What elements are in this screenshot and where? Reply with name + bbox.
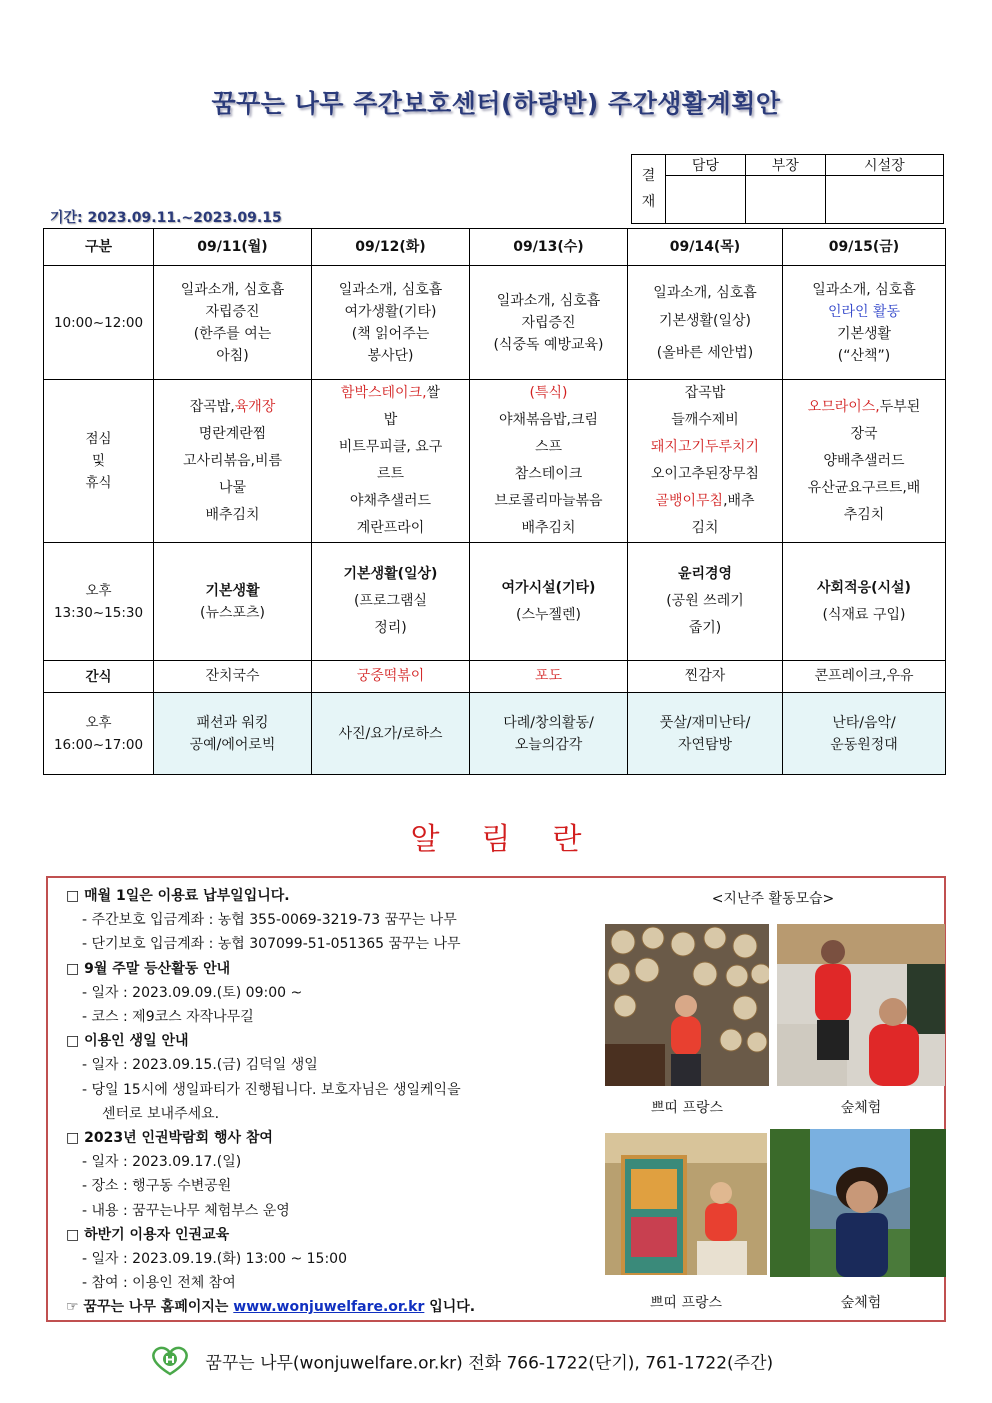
cell-line: 배추김치 bbox=[521, 520, 576, 536]
cell-line: 일과소개, 심호흡 bbox=[180, 281, 285, 298]
notice-box bbox=[46, 876, 946, 1322]
approval-col-manager: 담당 bbox=[666, 155, 746, 176]
cell-line: 오이고추된장무침 bbox=[650, 466, 760, 482]
cell-line: 사회적응(시설) bbox=[817, 579, 911, 596]
cell-line: 계란프라이 bbox=[356, 520, 425, 536]
afternoon2-label-line: 오후 bbox=[85, 714, 112, 731]
snack-row bbox=[44, 661, 946, 693]
afternoon2-wed bbox=[470, 693, 628, 775]
lunch-fri bbox=[783, 380, 946, 543]
cell-line: 고사리볶음,비름 bbox=[182, 452, 283, 469]
cell-line: 기본생활 bbox=[205, 582, 260, 599]
lunch-tue bbox=[312, 380, 470, 543]
approval-label-2: 재 bbox=[641, 194, 656, 210]
notice-line: - 단기보호 입금계좌 : 농협 307099-51-051365 꿈꾸는 나무 bbox=[82, 936, 461, 953]
approval-col-head: 부장 bbox=[745, 155, 825, 176]
cell-line: 나물 bbox=[218, 479, 247, 496]
cell-line: 유산균요구르트,배 bbox=[807, 479, 921, 496]
cell-line: 골뱅이무침,배추 bbox=[655, 493, 755, 509]
cell-line: 정리) bbox=[374, 620, 407, 636]
approval-label-1: 결 bbox=[641, 168, 656, 184]
cell-line: (올바른 세안법) bbox=[656, 344, 754, 361]
cell-line: 일과소개, 심호흡 bbox=[653, 284, 757, 301]
morning-mon bbox=[154, 266, 312, 380]
cell-line: 사진/요가/로하스 bbox=[338, 725, 443, 742]
cell-line: 다례/창의활동/ bbox=[503, 714, 594, 731]
cell-line: 인라인 활동 bbox=[827, 303, 901, 320]
cell-line: 윤리경영 bbox=[677, 566, 733, 582]
approval-sign-director bbox=[825, 176, 943, 224]
cell-line: 밥 bbox=[383, 412, 398, 428]
cell-line: 기본생활 bbox=[836, 325, 892, 342]
morning-label: 10:00~12:00 bbox=[44, 266, 154, 380]
notice-line: - 코스 : 제9코스 자작나무길 bbox=[82, 1009, 254, 1026]
cell-line: 기본생활(일상) bbox=[343, 566, 438, 582]
approval-label bbox=[632, 155, 666, 224]
cell-line: 패션과 워킹 bbox=[196, 714, 269, 731]
cell-line: (식재료 구입) bbox=[822, 606, 906, 623]
lunch-label bbox=[44, 380, 154, 543]
afternoon2-mon bbox=[154, 693, 312, 775]
photo-petite-france-1 bbox=[605, 924, 769, 1086]
photo-petite-france-2 bbox=[605, 1133, 767, 1275]
notice-heading: □ 매월 1일은 이용료 납부일입니다. bbox=[66, 888, 290, 904]
approval-col-director: 시설장 bbox=[825, 155, 943, 176]
cell-line: 운동원정대 bbox=[830, 736, 898, 753]
cell-line: 봉사단) bbox=[367, 347, 414, 364]
cell-line: 비트무피클, 요구 bbox=[338, 439, 443, 455]
cell-line: 일과소개, 심호흡 bbox=[812, 281, 916, 298]
cell-line: 돼지고기두루치기 bbox=[650, 439, 760, 455]
gallery-title: <지난주 활동모습> bbox=[711, 891, 835, 907]
cell-line: (스누젤렌) bbox=[515, 606, 582, 623]
notice-heading: □ 9월 주말 등산활동 안내 bbox=[66, 960, 231, 977]
snack-fri: 콘프레이크,우유 bbox=[783, 661, 946, 693]
header-mon: 09/11(월) bbox=[154, 229, 312, 266]
approval-sign-manager bbox=[666, 176, 746, 224]
notice-list bbox=[66, 884, 586, 1320]
afternoon2-row bbox=[44, 693, 946, 775]
cell-line: (책 읽어주는 bbox=[351, 325, 430, 342]
morning-wed bbox=[470, 266, 628, 380]
notice-line: - 당일 15시에 생일파티가 진행됩니다. 보호자님은 생일케익을 bbox=[82, 1081, 461, 1098]
afternoon1-label-line: 오후 bbox=[85, 582, 112, 599]
cell-line: 야채추샐러드 bbox=[349, 493, 432, 509]
lunch-wed bbox=[470, 380, 628, 543]
homepage-suffix: 입니다. bbox=[429, 1299, 476, 1316]
cell-line: 공예/에어로빅 bbox=[189, 736, 276, 753]
snack-thu: 찐감자 bbox=[628, 661, 783, 693]
cell-line: 일과소개, 심호흡 bbox=[496, 292, 601, 309]
cell-line: 함박스테이크,쌀 bbox=[340, 385, 441, 401]
cell-line: 장국 bbox=[850, 425, 878, 442]
snack-tue: 궁중떡볶이 bbox=[312, 661, 470, 693]
period: 기간: 2023.09.11.~2023.09.15 bbox=[50, 210, 282, 226]
cell-line: (“산책”) bbox=[837, 347, 891, 364]
afternoon2-tue bbox=[312, 693, 470, 775]
afternoon1-thu bbox=[628, 543, 783, 661]
footer bbox=[150, 1346, 773, 1381]
photo-forest-1 bbox=[777, 924, 945, 1086]
snack-label: 간식 bbox=[44, 661, 154, 693]
cell-line: 잡곡밥,육개장 bbox=[189, 398, 276, 415]
cell-line: 양배추샐러드 bbox=[823, 452, 905, 469]
morning-fri bbox=[783, 266, 946, 380]
cell-line: 브로콜리마늘볶음 bbox=[494, 493, 603, 509]
cell-line: 배추김치 bbox=[205, 506, 260, 523]
homepage-prefix: ☞ 꿈꾸는 나무 홈페이지는 bbox=[66, 1299, 229, 1316]
header-wed: 09/13(수) bbox=[470, 229, 628, 266]
footer-text: 꿈꾸는 나무(wonjuwelfare.or.kr) 전화 766-1722(단기), 761-1722(주간) bbox=[205, 1353, 774, 1374]
header-thu: 09/14(목) bbox=[628, 229, 783, 266]
cell-line: 잡곡밥 bbox=[684, 385, 726, 401]
cell-line: 자립증진 bbox=[521, 314, 576, 331]
lunch-label-line: 점심 bbox=[85, 431, 112, 447]
afternoon2-thu bbox=[628, 693, 783, 775]
notice-title: 알림란 bbox=[410, 822, 624, 857]
heart-logo-icon bbox=[150, 1346, 190, 1381]
cell-line: 스프 bbox=[534, 439, 563, 455]
cell-line: 자립증진 bbox=[205, 303, 260, 320]
afternoon1-wed bbox=[470, 543, 628, 661]
caption-forest-1: 숲체험 bbox=[840, 1100, 882, 1116]
cell-line: 자연탐방 bbox=[677, 736, 733, 753]
caption-forest-2: 숲체험 bbox=[840, 1295, 882, 1311]
approval-table bbox=[631, 154, 944, 224]
homepage-link[interactable]: www.wonjuwelfare.or.kr bbox=[233, 1299, 425, 1316]
afternoon2-label bbox=[44, 693, 154, 775]
notice-line: - 일자 : 2023.09.15.(금) 김덕일 생일 bbox=[82, 1057, 318, 1074]
header-row bbox=[44, 229, 946, 266]
cell-line: 일과소개, 심호흡 bbox=[338, 281, 443, 298]
lunch-mon bbox=[154, 380, 312, 543]
cell-line: 풋살/재미난타/ bbox=[659, 714, 751, 731]
caption-petite-france-1: 쁘띠 프랑스 bbox=[650, 1100, 724, 1116]
morning-row bbox=[44, 266, 946, 380]
afternoon1-mon bbox=[154, 543, 312, 661]
notice-line: - 내용 : 꿈꾸는나무 체험부스 운영 bbox=[82, 1202, 290, 1219]
afternoon1-label-line: 13:30~15:30 bbox=[53, 604, 144, 621]
cell-line: (공원 쓰레기 bbox=[666, 593, 744, 609]
notice-line: - 주간보호 입금계좌 : 농협 355-0069-3219-73 꿈꾸는 나무 bbox=[82, 912, 457, 929]
afternoon2-fri bbox=[783, 693, 946, 775]
notice-line: - 일자 : 2023.09.09.(토) 09:00 ~ bbox=[82, 984, 303, 1001]
cell-line: 김치 bbox=[691, 520, 719, 536]
cell-line: 들깨수제비 bbox=[671, 412, 739, 428]
afternoon2-label-line: 16:00~17:00 bbox=[53, 736, 144, 753]
notice-line: 센터로 보내주세요. bbox=[102, 1105, 220, 1122]
cell-line: (한주를 여는 bbox=[193, 325, 272, 342]
schedule-table bbox=[43, 228, 946, 775]
header-category: 구분 bbox=[44, 229, 154, 266]
morning-tue bbox=[312, 266, 470, 380]
cell-line: 오늘의감각 bbox=[514, 736, 583, 753]
snack-mon: 잔치국수 bbox=[154, 661, 312, 693]
caption-petite-france-2: 쁘띠 프랑스 bbox=[649, 1295, 723, 1311]
afternoon1-tue bbox=[312, 543, 470, 661]
page-title: 꿈꾸는 나무 주간보호센터(하랑반) 주간생활계획안 bbox=[211, 89, 781, 118]
morning-thu bbox=[628, 266, 783, 380]
cell-line: (식중독 예방교육) bbox=[493, 336, 604, 353]
header-fri: 09/15(금) bbox=[783, 229, 946, 266]
cell-line: 르트 bbox=[376, 466, 405, 482]
cell-line: 명란계란찜 bbox=[198, 425, 267, 442]
approval-sign-head bbox=[745, 176, 825, 224]
cell-line: 난타/음악/ bbox=[832, 714, 896, 731]
afternoon1-label bbox=[44, 543, 154, 661]
header-tue: 09/12(화) bbox=[312, 229, 470, 266]
notice-heading: □ 2023년 인권박람회 행사 참여 bbox=[66, 1130, 273, 1147]
cell-line: 여가생활(기타) bbox=[344, 303, 437, 320]
cell-line: (프로그램실 bbox=[353, 593, 428, 609]
cell-line: 아침) bbox=[216, 347, 249, 364]
afternoon1-fri bbox=[783, 543, 946, 661]
lunch-row bbox=[44, 380, 946, 543]
lunch-label-line: 휴식 bbox=[85, 475, 112, 491]
cell-line: 오므라이스,두부된 bbox=[807, 398, 921, 415]
notice-line: - 참여 : 이용인 전체 참여 bbox=[82, 1275, 236, 1292]
notice-heading: □ 하반기 이용자 인권교육 bbox=[66, 1226, 230, 1243]
notice-line: - 장소 : 행구동 수변공원 bbox=[82, 1178, 232, 1195]
cell-line: 줍기) bbox=[688, 620, 722, 636]
cell-line: (뉴스포츠) bbox=[199, 604, 266, 621]
photo-forest-2 bbox=[770, 1129, 946, 1277]
homepage-line bbox=[66, 1295, 586, 1319]
notice-heading: □ 이용인 생일 안내 bbox=[66, 1033, 189, 1050]
cell-line: 참스테이크 bbox=[514, 466, 583, 482]
notice-line: - 일자 : 2023.09.19.(화) 13:00 ~ 15:00 bbox=[82, 1251, 347, 1268]
cell-line: 기본생활(일상) bbox=[658, 312, 752, 329]
cell-line: 추김치 bbox=[843, 506, 885, 523]
cell-line: (특식) bbox=[529, 385, 568, 401]
snack-wed: 포도 bbox=[470, 661, 628, 693]
afternoon1-row bbox=[44, 543, 946, 661]
notice-line: - 일자 : 2023.09.17.(일) bbox=[82, 1154, 242, 1171]
cell-line: 야채볶음밥,크림 bbox=[498, 412, 599, 428]
cell-line: 여가시설(기타) bbox=[501, 579, 596, 596]
lunch-thu bbox=[628, 380, 783, 543]
lunch-label-line: 및 bbox=[91, 453, 106, 469]
